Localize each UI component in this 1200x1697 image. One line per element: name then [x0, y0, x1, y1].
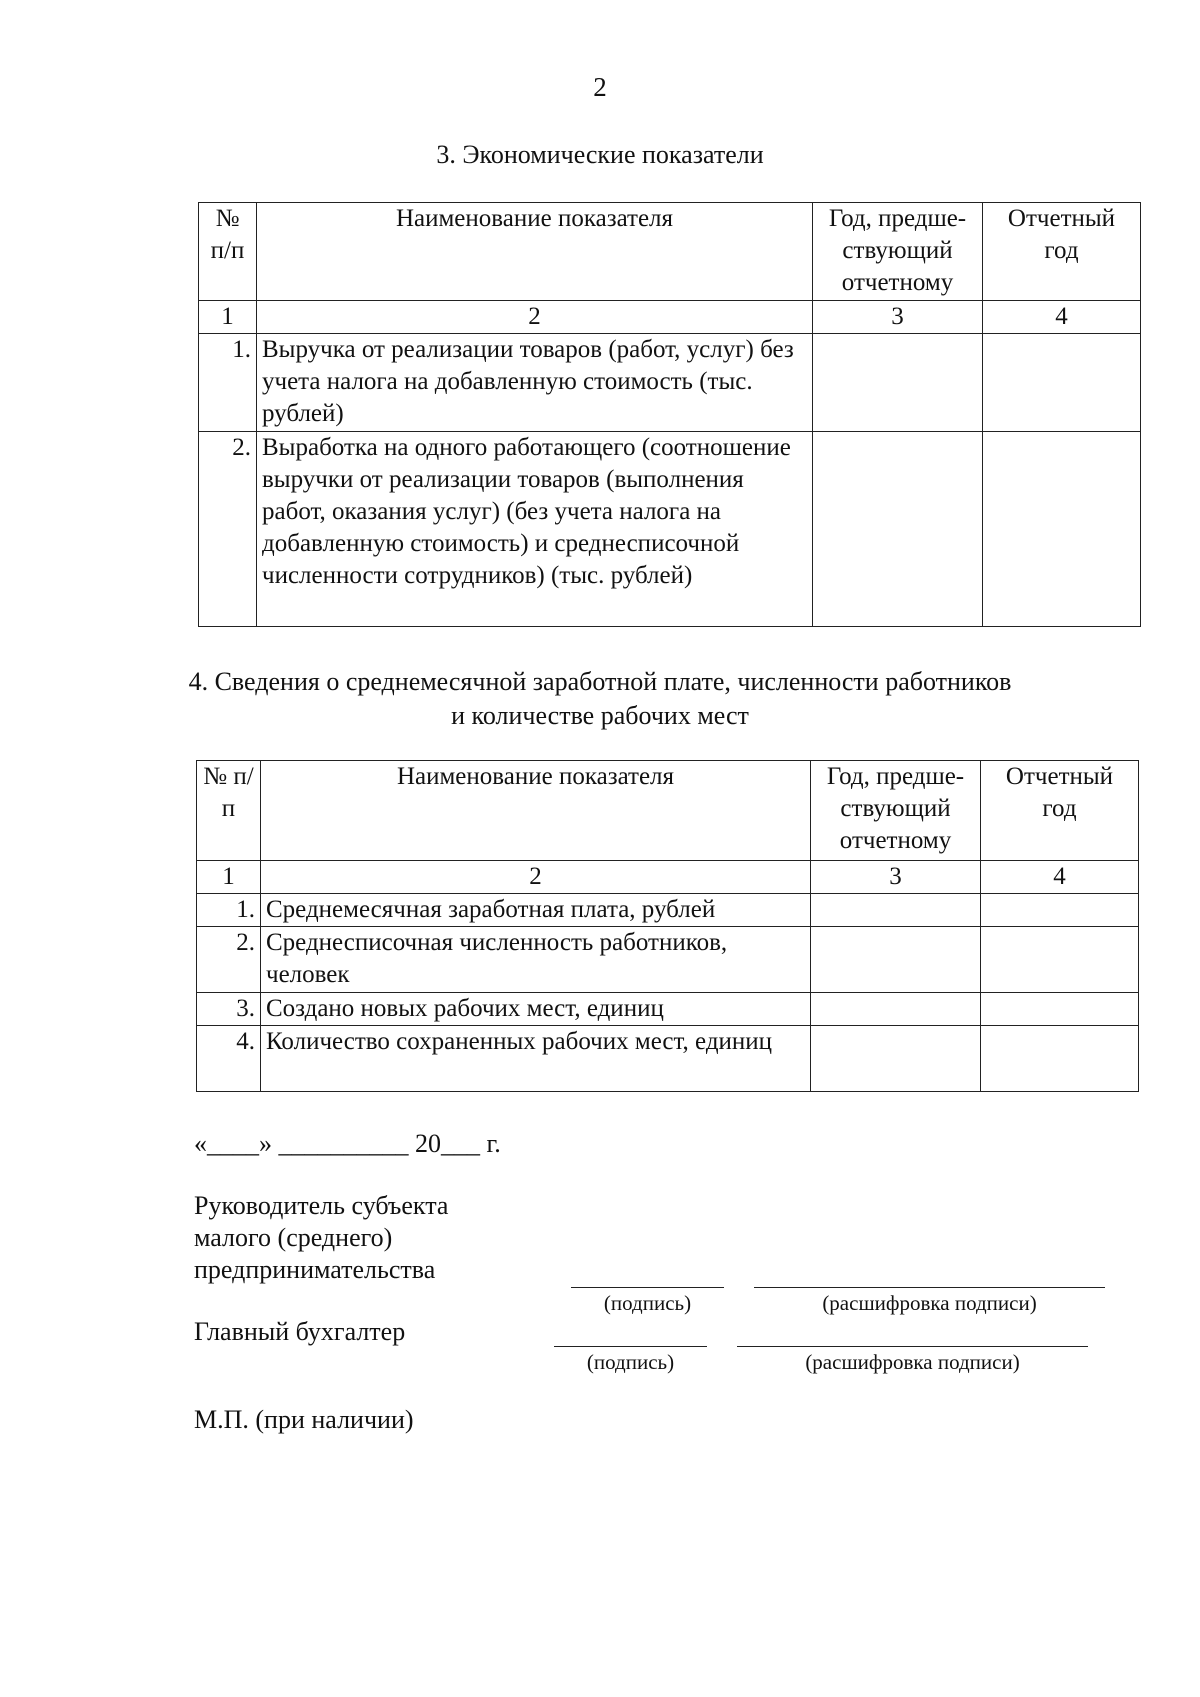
row-name: Создано новых рабочих мест, единиц	[261, 993, 811, 1026]
head-label: Руководитель субъекта малого (среднего) предпринимательства	[194, 1191, 449, 1284]
row-num: 1.	[197, 894, 261, 927]
header-report-year: Отчетный год	[983, 203, 1141, 301]
section4-title	[0, 665, 1200, 733]
section4-title-line2: и количестве рабочих мест	[451, 701, 749, 730]
row-report-value[interactable]	[981, 894, 1139, 927]
row-prev-value[interactable]	[813, 334, 983, 432]
table-row	[199, 432, 1141, 627]
header-name: Наименование показателя	[261, 761, 811, 861]
header-prev-year: Год, предше-ствующий отчетному	[811, 761, 981, 861]
column-number: 4	[981, 861, 1139, 894]
row-prev-value[interactable]	[811, 927, 981, 993]
row-num: 2.	[199, 432, 257, 627]
table-row	[197, 927, 1139, 993]
row-report-value[interactable]	[981, 993, 1139, 1026]
column-numbers-row	[199, 301, 1141, 334]
accountant-decoding-line[interactable]	[737, 1346, 1088, 1347]
accountant-decoding-caption: (расшифровка подписи)	[805, 1350, 1020, 1374]
row-name: Среднемесячная заработная плата, рублей	[261, 894, 811, 927]
column-number: 3	[811, 861, 981, 894]
column-number: 1	[197, 861, 261, 894]
table-row	[197, 993, 1139, 1026]
head-signature-line[interactable]	[571, 1287, 724, 1288]
section3-title: 3. Экономические показатели	[436, 140, 764, 169]
row-num: 3.	[197, 993, 261, 1026]
column-number: 3	[813, 301, 983, 334]
date-line[interactable]: «____» __________ 20___ г.	[194, 1129, 501, 1158]
row-name: Выработка на одного работающего (соотношение выручки от реализации товаров (выполнения работ, оказания услуг) (без учета налога на добавленную стоимость) и среднесписочной численности сотрудников) (тыс. рублей)	[257, 432, 813, 627]
row-prev-value[interactable]	[811, 1026, 981, 1092]
table-header-row	[197, 761, 1139, 861]
head-signature-caption: (подпись)	[603, 1291, 692, 1315]
row-num: 2.	[197, 927, 261, 993]
stamp-note: М.П. (при наличии)	[194, 1405, 414, 1434]
header-report-year: Отчетный год	[981, 761, 1139, 861]
header-num: № п/п	[199, 203, 257, 301]
row-report-value[interactable]	[981, 927, 1139, 993]
row-prev-value[interactable]	[811, 993, 981, 1026]
row-prev-value[interactable]	[811, 894, 981, 927]
header-num: № п/п	[197, 761, 261, 861]
page-number: 2	[593, 72, 607, 102]
table-row	[197, 894, 1139, 927]
row-report-value[interactable]	[983, 334, 1141, 432]
economic-indicators-table	[198, 202, 1141, 627]
header-prev-year: Год, предше-ствующий отчетному	[813, 203, 983, 301]
accountant-signature-caption: (подпись)	[586, 1350, 675, 1374]
row-report-value[interactable]	[981, 1026, 1139, 1092]
row-name: Выручка от реализации товаров (работ, услуг) без учета налога на добавленную стоимость (тыс. рублей)	[257, 334, 813, 432]
table-row	[197, 1026, 1139, 1092]
row-name: Среднесписочная численность работников, человек	[261, 927, 811, 993]
head-decoding-caption: (расшифровка подписи)	[822, 1291, 1037, 1315]
row-name: Количество сохраненных рабочих мест, единиц	[261, 1026, 811, 1092]
salary-employees-table	[196, 760, 1139, 1092]
row-report-value[interactable]	[983, 432, 1141, 627]
row-num: 1.	[199, 334, 257, 432]
table-header-row	[199, 203, 1141, 301]
column-number: 2	[257, 301, 813, 334]
accountant-label: Главный бухгалтер	[194, 1317, 406, 1346]
table-row	[199, 334, 1141, 432]
column-number: 1	[199, 301, 257, 334]
row-num: 4.	[197, 1026, 261, 1092]
column-number: 2	[261, 861, 811, 894]
head-decoding-line[interactable]	[754, 1287, 1105, 1288]
header-name: Наименование показателя	[257, 203, 813, 301]
section4-title-line1: 4. Сведения о среднемесячной заработной плате, численности работников	[188, 667, 1012, 696]
accountant-signature-line[interactable]	[554, 1346, 707, 1347]
column-number: 4	[983, 301, 1141, 334]
row-prev-value[interactable]	[813, 432, 983, 627]
column-numbers-row	[197, 861, 1139, 894]
